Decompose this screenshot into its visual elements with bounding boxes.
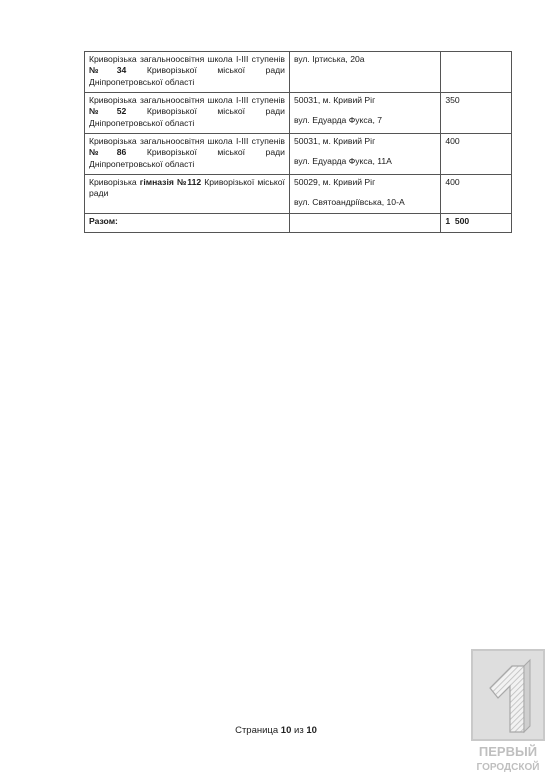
watermark-line-2: ГОРОДСКОЙ [476,762,540,773]
address-cell [289,52,440,93]
table-row [85,52,512,93]
watermark-line-1: ПЕРВЫЙ [478,744,538,759]
logo-frame [472,650,544,740]
school-number: гімназія №112 [139,177,202,188]
total-empty-cell [289,213,440,232]
address-line-1: 50029, м. Кривий Ріг [293,177,376,188]
school-name-cell: Криворізька загальноосвітня школа І-ІІІ ступенів №34 Криворізької міської ради Дніпропетровської області [85,52,290,93]
address-cell [289,175,440,214]
address-line-2: вул. Едуарда Фукса, 7 [293,115,383,126]
address-line-1: вул. Іртиська, 20а [293,54,365,64]
school-number: №86 [89,147,127,158]
footer-of: из [291,725,307,736]
school-name-cell: Криворізька гімназія №112 Криворізької міської ради [85,175,290,214]
address-line-1: 50031, м. Кривий Ріг [293,95,376,106]
schools-table [84,51,512,233]
footer-prefix: Страница [235,725,281,736]
school-name-cell: Криворізька загальноосвітня школа І-ІІІ ступенів №86 Криворізької міської ради Дніпропетровської області [85,134,290,175]
address-line-2: вул. Едуарда Фукса, 11А [293,156,392,167]
footer-page-number: 10 [280,725,292,736]
total-value: 1 500 [441,213,512,232]
address-cell [289,93,440,134]
watermark-logo [468,648,548,776]
school-number: №34 [89,65,127,76]
total-row [85,213,512,232]
table-row [85,175,512,214]
address-cell [289,134,440,175]
table-row [85,93,512,134]
address-line-1: 50031, м. Кривий Ріг [293,136,376,147]
count-cell: 400 [441,134,512,175]
count-cell: 400 [441,175,512,214]
school-name-cell: Криворізька загальноосвітня школа І-ІІІ ступенів №52 Криворізької міської ради Дніпропетровської області [85,93,290,134]
total-label: Разом: [85,213,290,232]
school-number: №52 [89,106,127,117]
count-cell [441,52,512,93]
count-cell: 350 [441,93,512,134]
table-row [85,134,512,175]
address-line-2: вул. Святоандріївська, 10-А [293,197,405,208]
footer-page-total: 10 [306,725,317,736]
